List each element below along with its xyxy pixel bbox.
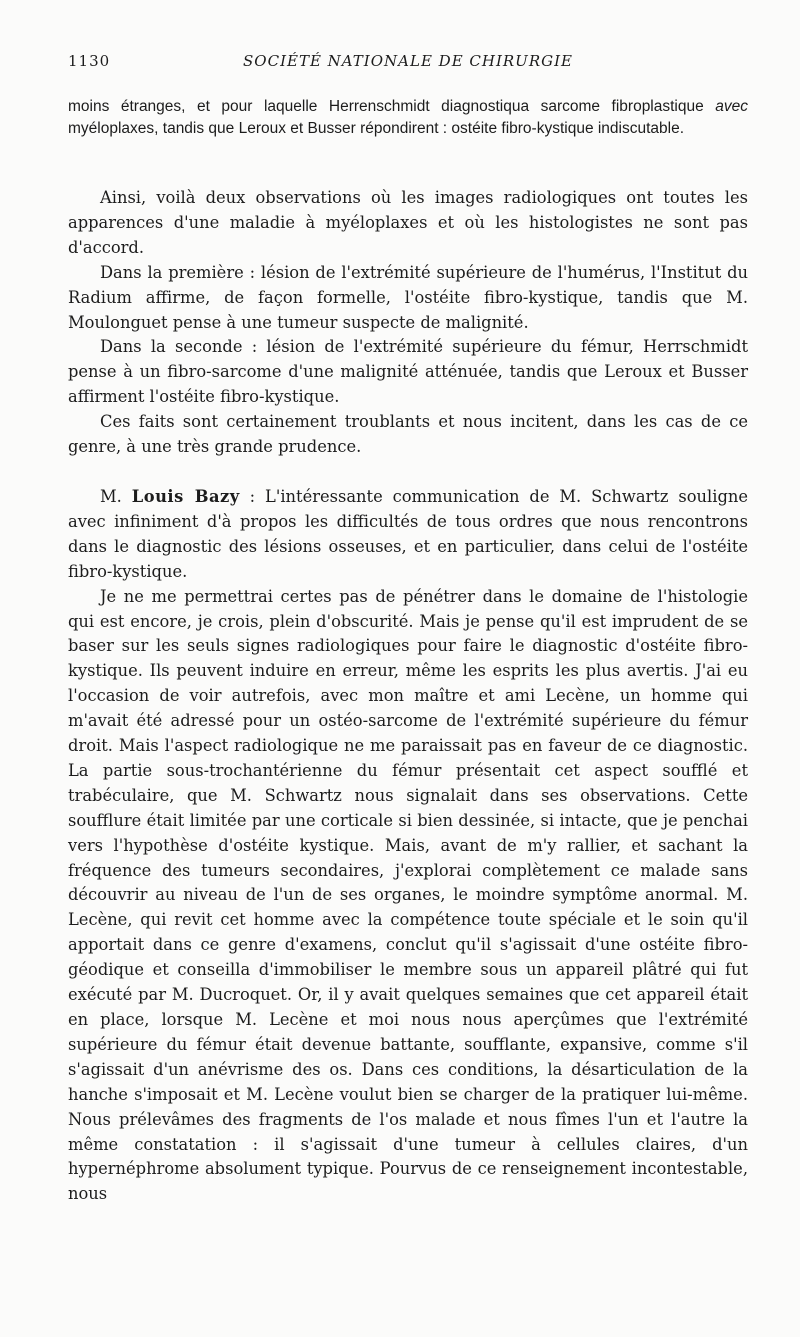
running-header [68,52,748,74]
paragraph-1: Ainsi, voilà deux observations où les images radiologiques ont toutes les apparences d'une maladie à myéloplaxes et où les histologistes ne sont pas d'accord. [68,188,748,257]
paragraph-3: Dans la seconde : lésion de l'extrémité supérieure du fémur, Herrschmidt pense à un fibro-sarcome d'une malignité atténuée, tandis que Leroux et Busser affirment l'ostéite fibro-kystique. [68,337,748,407]
body-text [68,186,748,1207]
paragraph-6: Je ne me permettrai certes pas de pénétrer dans le domaine de l'histologie qui est encore, je crois, plein d'obscurité. Mais je pense qu'il est imprudent de se baser sur les seuls signes radiologiques pour faire le diagnostic d'ostéite fibro-kystique. Ils peuvent induire en erreur, même les esprits les plus avertis. J'ai eu l'occasion de voir autrefois, avec mon maître et ami Lecène, un homme qui m'avait été adressé pour un ostéo-sarcome de l'extrémité supérieure du fémur droit. Mais l'aspect radiologique ne me paraissait pas en faveur de ce diagnostic. La partie sous-trochantérienne du fémur présentait cet aspect soufflé et trabéculaire, que M. Schwartz nous signalait dans ses observations. Cette soufflure était limitée par une corticale si bien dessinée, si intacte, que je penchai vers l'hypothèse d'ostéite kystique. Mais, avant de m'y rallier, et sachant la fréquence des tumeurs secondaires, j'explorai complètement ce malade sans découvrir au niveau de l'un de ses organes, le moindre symptôme anormal. M. Lecène, qui revit cet homme avec la compétence toute spéciale et le soin qu'il apportait dans ce genre d'examens, conclut qu'il s'agissait d'une ostéite fibro-géodique et conseilla d'immobiliser le membre sous un appareil plâtré qui fut exécuté par M. Ducroquet. Or, il y avait quelques semaines que cet appareil était en place, lorsque M. Lecène et moi nous nous aperçûmes que l'extrémité supérieure du fémur était devenue battante, soufflante, expansive, comme s'il s'agissait d'un anévrisme des os. Dans ces conditions, la désarticulation de la hanche s'imposait et M. Lecène voulut bien se charger de la pratiquer lui-même. Nous prélevâmes des fragments de l'os malade et nous fîmes l'un et l'autre la même constatation : il s'agissait d'une tumeur à cellules claires, d'un hypernéphrome absolument typique. Pourvus de ce renseignement incontestable, nous [68,586,748,1204]
paragraph-2: Dans la première : lésion de l'extrémité supérieure de l'humérus, l'Institut du Radium affirme, de façon formelle, l'ostéite fibro-kystique, tandis que M. Moulonguet pense à une tumeur suspecte de malignité. [68,262,748,332]
continuation-paragraph [68,96,748,139]
running-title: SOCIÉTÉ NATIONALE DE CHIRURGIE [243,52,573,70]
paragraph-5 [68,485,748,585]
page-number: 1130 [68,52,111,70]
speaker-name: Louis Bazy [131,486,240,506]
paragraph-4: Ces faits sont certainement troublants et nous incitent, dans les cas de ce genre, à une très grande prudence. [68,412,748,457]
intro-text-2: myéloplaxes, tandis que Leroux et Busser répondirent : ostéite fibro-kystique indiscutable. [68,119,685,137]
paragraph-5-text: : L'intéressante communication de M. Schwartz souligne avec infiniment d'à propos les difficultés de tous ordres que nous rencontrons dans le diagnostic des lésions osseuses, et en particulier, dans celui de l'ostéite fibro-kystique. [68,486,748,581]
intro-emphasis: avec [715,98,748,115]
intro-text: moins étranges, et pour laquelle Herrenschmidt diagnostiqua sarcome fibroplastique [68,98,716,115]
speaker-prefix: M. [100,486,132,506]
